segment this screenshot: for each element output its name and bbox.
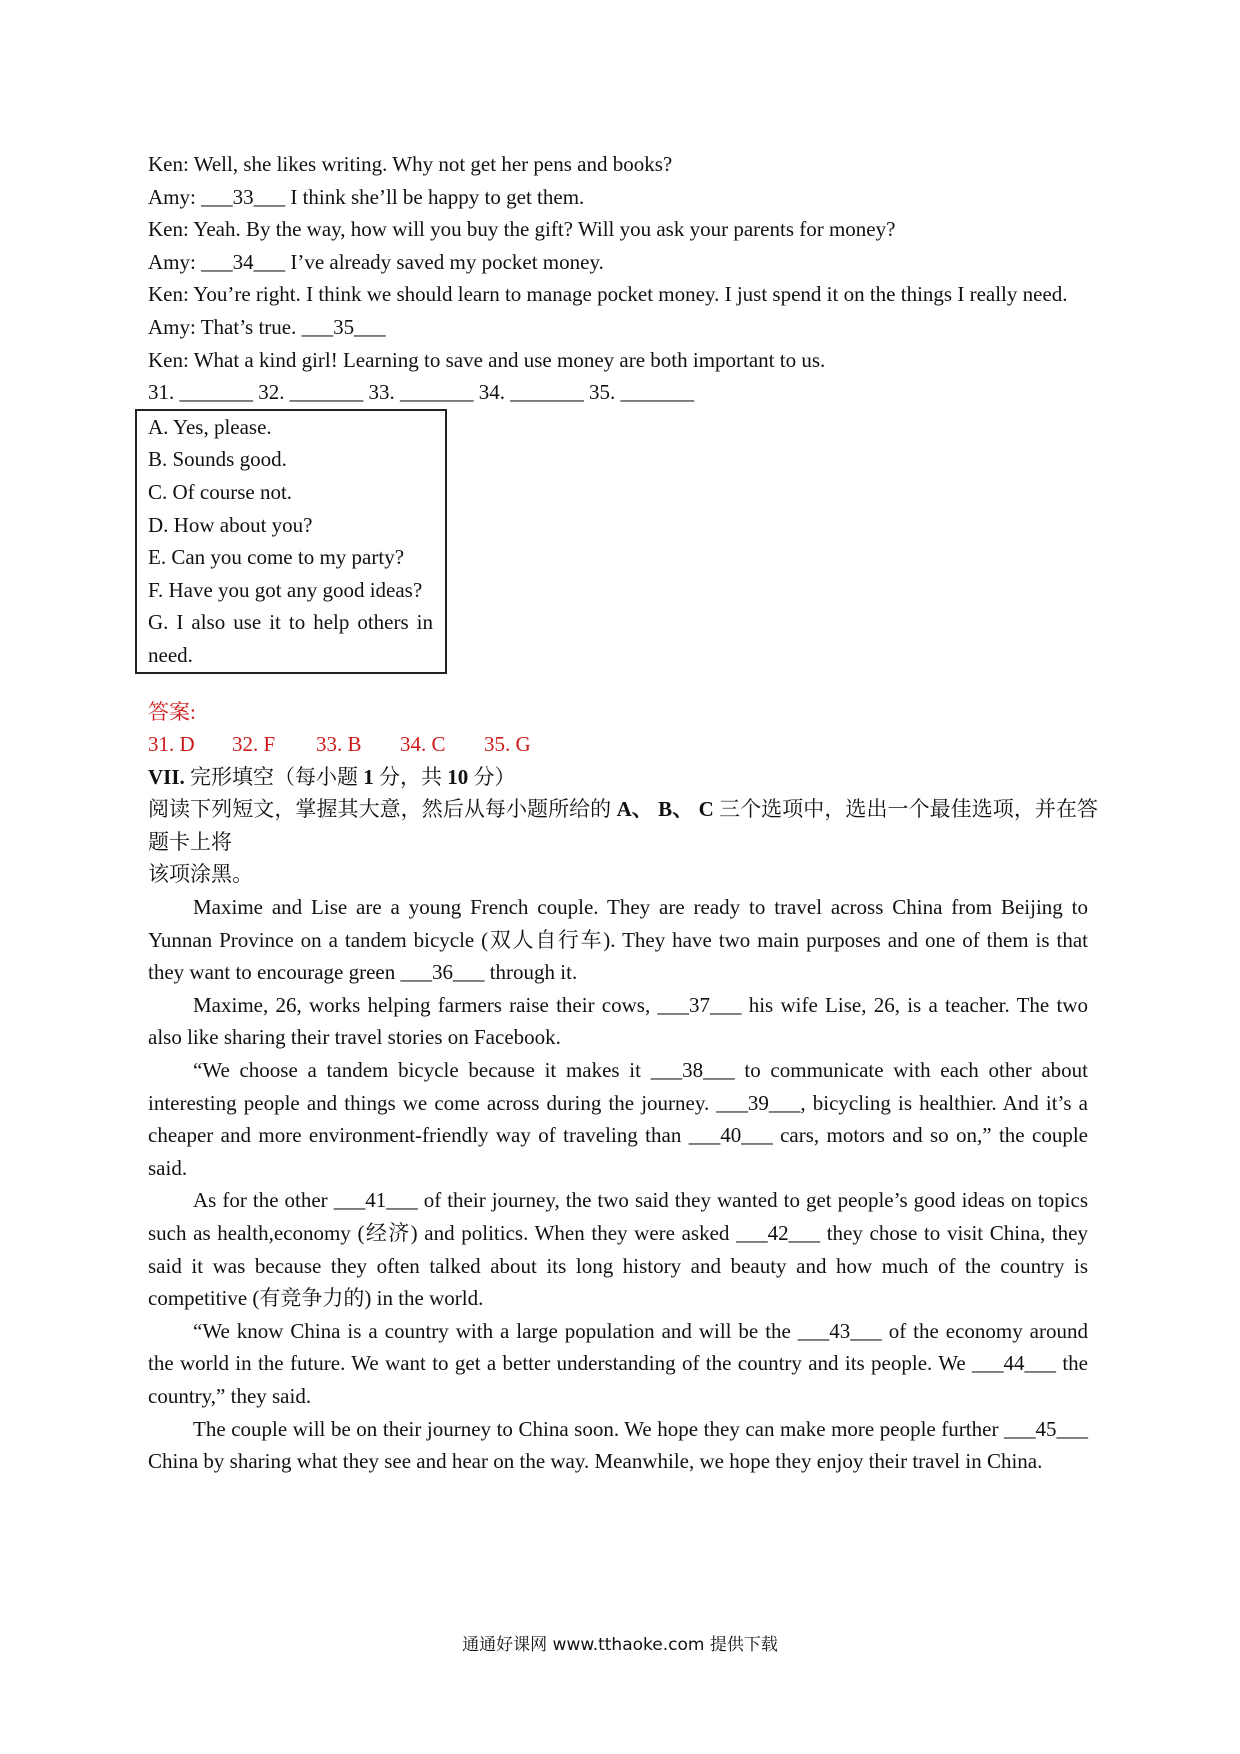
passage-paragraph-4: As for the other ___41___ of their journey, the two said they wanted to get people’s good ideas on topics such as health,economy (经济) and politics. When they were asked ___42___ they chose to visit China, they said it was because they often talked about its long history and beauty and how much of the country is competitive (有竞争力的) in the world. [148, 1188, 1088, 1311]
options-box [135, 409, 447, 674]
option-g: G. I also use it to help others in need. [148, 610, 433, 667]
passage-paragraph-1: Maxime and Lise are a young French couple. They are ready to travel across China from Beijing to Yunnan Province on a tandem bicycle (双人自行车). They have two main purposes and one of them is that they want to encourage green ___36___ through it. [148, 895, 1088, 985]
passage-paragraph-2: Maxime, 26, works helping farmers raise their cows, ___37___ his wife Lise, 26, is a teacher. The two also like sharing their travel stories on Facebook. [148, 992, 1088, 1050]
option-d: D. How about you? [148, 512, 313, 537]
dialogue-line-2: Amy: ___33___ I think she’ll be happy to get them. [148, 184, 585, 209]
instruction-part-a: 阅读下列短文，掌握其大意，然后从每小题所给的 [148, 797, 617, 822]
answer-31: 31. D [148, 732, 195, 757]
answer-label: 答案: [148, 699, 196, 724]
passage-paragraph-6: The couple will be on their journey to China soon. We hope they can make more people further ___45___ China by sharing what they see and hear on the way. Meanwhile, we hope they enjoy their travel in China. [148, 1416, 1088, 1474]
section-points-each: 1 [363, 764, 374, 789]
instruction-abc: A、 B、 C [616, 797, 714, 822]
section-instruction [148, 793, 1098, 858]
section-title-mid: 分，共 [373, 764, 448, 789]
passage-paragraph-5: “We know China is a country with a large population and will be the ___43___ of the economy around the world in the future. We want to get a better understanding of the country and its people. We ___44___ the country,” they said. [148, 1318, 1088, 1408]
dialogue-line-6: Amy: That’s true. ___35___ [148, 314, 386, 339]
section-instruction-end: 该项涂黑。 [148, 862, 253, 887]
section-title-post: 分） [468, 764, 516, 789]
option-a: A. Yes, please. [148, 414, 272, 439]
dialogue-line-7: Ken: What a kind girl! Learning to save and use money are both important to us. [148, 347, 826, 372]
answer-34: 34. C [400, 732, 446, 757]
dialogue-line-5: Ken: You’re right. I think we should learn to manage pocket money. I just spend it on the things I really need. [148, 282, 1068, 307]
option-f: F. Have you got any good ideas? [148, 577, 423, 602]
spacer [148, 674, 1098, 696]
section-points-total: 10 [447, 764, 469, 789]
option-c: C. Of course not. [148, 479, 293, 504]
dialogue-line-3: Ken: Yeah. By the way, how will you buy the gift? Will you ask your parents for money? [148, 217, 896, 242]
document-page [148, 148, 1098, 1478]
passage-paragraph-3: “We choose a tandem bicycle because it makes it ___38___ to communicate with each other about interesting people and things we come across during the journey. ___39___, bicycling is healthier. And it’s a cheaper and more environment-friendly way of traveling than ___40___ cars, motors and so on,” the couple said. [148, 1058, 1088, 1180]
answer-32: 32. F [232, 732, 276, 757]
section-heading [148, 761, 1098, 794]
answer-35: 35. G [484, 732, 531, 757]
dialogue-line-4: Amy: ___34___ I’ve already saved my pocket money. [148, 249, 604, 274]
answer-33: 33. B [316, 732, 362, 757]
answer-list [148, 728, 1098, 761]
option-e: E. Can you come to my party? [148, 545, 405, 570]
answer-blanks-line: 31. _______ 32. _______ 33. _______ 34. _______ 35. _______ [148, 380, 694, 405]
option-b: B. Sounds good. [148, 447, 287, 472]
dialogue-line-1: Ken: Well, she likes writing. Why not get her pens and books? [148, 152, 673, 176]
instruction-part-b: 三个选项中，选出一个最佳选项，并在答题卡上将 [148, 797, 1099, 854]
section-title-pre: 完形填空（每小题 [184, 764, 364, 789]
page-footer: 通通好课网 www.tthaoke.com 提供下载 [462, 1635, 778, 1655]
section-number: VII. [148, 764, 185, 789]
